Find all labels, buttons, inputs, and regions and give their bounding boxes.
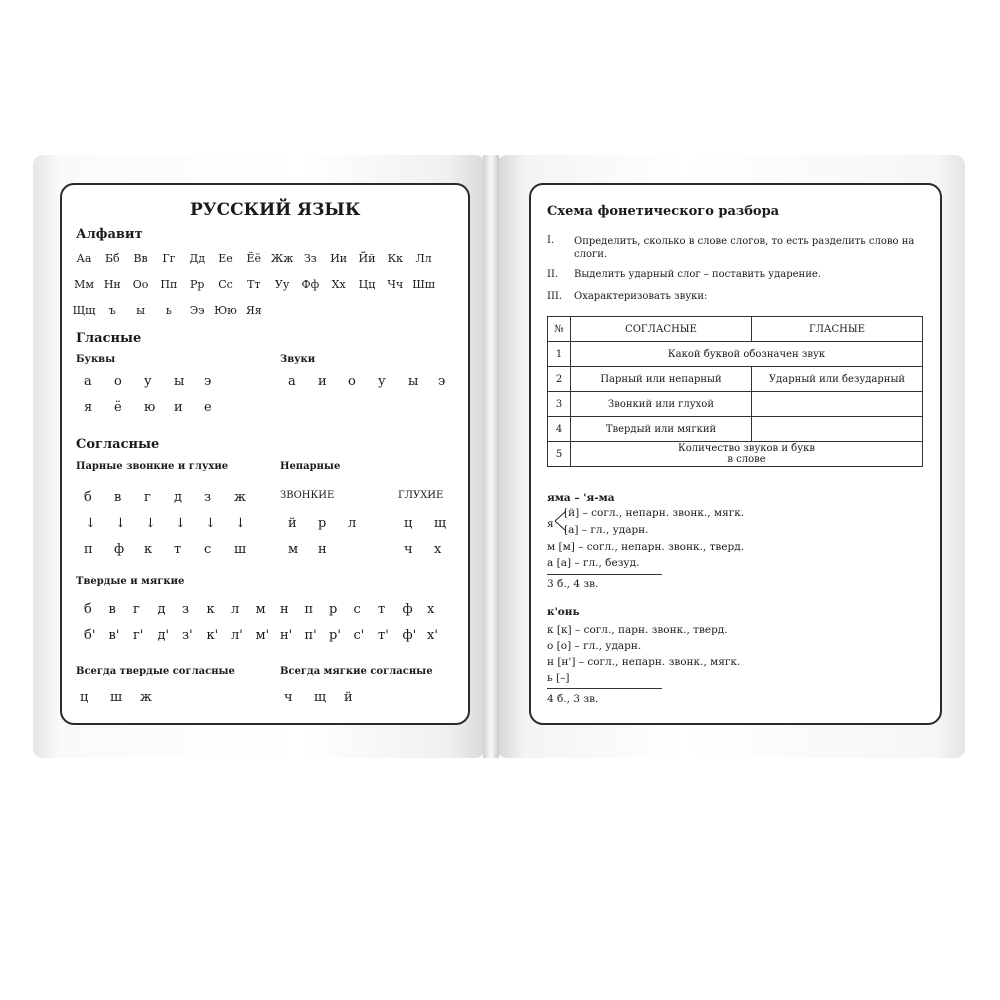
vowel-sound: о	[348, 374, 356, 389]
step-2-text: Выделить ударный слог – поставить ударение.	[574, 269, 821, 280]
alphabet-letter: Аа	[76, 252, 92, 265]
vowel-sound: э	[438, 374, 446, 389]
alphabet-letter: Жж	[270, 252, 294, 265]
hard-consonant: п	[304, 602, 314, 617]
pair-arrow-icon: ↓	[205, 516, 216, 531]
unpaired-voiceless-letter: х	[434, 542, 442, 557]
table-cell: Ударный или безударный	[752, 367, 923, 392]
alphabet-letter: Ии	[330, 252, 348, 265]
always-hard-letter: ж	[140, 690, 152, 705]
alphabet-letter: Пп	[160, 278, 178, 291]
soft-consonant: п'	[304, 628, 317, 643]
always-soft-heading: Всегда мягкие согласные	[280, 666, 433, 677]
vowel-letter: а	[84, 374, 92, 389]
table-cell: №	[548, 317, 571, 342]
soft-consonant: д'	[157, 628, 170, 643]
paired-voiceless-letter: п	[84, 542, 93, 557]
vowel-letter: ы	[174, 374, 185, 389]
table-row	[548, 417, 923, 442]
hard-consonant: к	[206, 602, 215, 617]
voiceless-label: ГЛУХИЕ	[398, 490, 444, 501]
soft-consonant: т'	[378, 628, 389, 643]
always-soft-letter: й	[344, 690, 353, 705]
paired-voiced-letter: ж	[234, 490, 246, 505]
example-1-total: 3 б., 4 зв.	[547, 578, 599, 590]
hard-consonant: в	[108, 602, 116, 617]
table-cell: Твердый или мягкий	[571, 417, 752, 442]
soft-consonant: р'	[329, 628, 341, 643]
alphabet-letter: Зз	[303, 252, 317, 265]
hard-consonant: м	[255, 602, 266, 617]
hard-consonant: н	[280, 602, 289, 617]
table-row	[548, 367, 923, 392]
example-1-word: яма – 'я-ма	[547, 492, 615, 504]
alphabet-letter: Лл	[415, 252, 432, 265]
unpaired-voiceless-letter: щ	[434, 516, 447, 531]
example-1-line-3: а [а] – гл., безуд.	[547, 557, 640, 569]
pair-arrow-icon: ↓	[115, 516, 126, 531]
alphabet-letter: Мм	[74, 278, 94, 291]
table-cell: 2	[548, 367, 571, 392]
unpaired-voiced-letter: м	[288, 542, 299, 557]
vowel-letter: и	[174, 400, 183, 415]
paired-voiced-letter: з	[204, 490, 212, 505]
always-hard-heading: Всегда твердые согласные	[76, 666, 235, 677]
hard-consonant: г	[133, 602, 140, 617]
hard-soft-heading: Твердые и мягкие	[76, 576, 185, 587]
pair-arrow-icon: ↓	[235, 516, 246, 531]
table-cell: Звонкий или глухой	[571, 392, 752, 417]
vowel-letter: у	[144, 374, 152, 389]
unpaired-voiced-letter: н	[318, 542, 327, 557]
vowel-sound: у	[378, 374, 386, 389]
alphabet-letter: Рр	[189, 278, 205, 291]
alphabet-letter: Ее	[218, 252, 233, 265]
table-cell: Парный или непарный	[571, 367, 752, 392]
example-1-line-2: м [м] – согл., непарн. звонк., тверд.	[547, 541, 745, 553]
hard-consonant: р	[329, 602, 338, 617]
soft-consonant: з'	[182, 628, 193, 643]
voiced-label: ЗВОНКИЕ	[280, 490, 335, 501]
paired-voiceless-letter: т	[174, 542, 182, 557]
hard-consonant: л	[231, 602, 240, 617]
paired-voiced-letter: г	[144, 490, 151, 505]
alphabet-letter: ъ	[108, 304, 116, 317]
unpaired-voiceless-letter: ц	[404, 516, 413, 531]
vowel-letter: я	[84, 400, 93, 415]
vowel-letter: е	[204, 400, 212, 415]
example-2-word: к'онь	[547, 606, 580, 618]
example-1-line-1a: [й] – согл., непарн. звонк., мягк.	[564, 507, 745, 519]
alphabet-letter: Юю	[214, 304, 237, 317]
alphabet-letter: Гг	[162, 252, 176, 265]
vowels-heading: Гласные	[76, 331, 142, 346]
table-cell	[571, 442, 923, 467]
paired-heading: Парные звонкие и глухие	[76, 461, 229, 472]
pair-arrow-icon: ↓	[145, 516, 156, 531]
vowel-letter: о	[114, 374, 122, 389]
always-soft-letter: ч	[284, 690, 293, 705]
vowel-sound: а	[288, 374, 296, 389]
unpaired-voiced-letter: л	[348, 516, 357, 531]
table-cell: СОГЛАСНЫЕ	[571, 317, 752, 342]
alphabet-letter: Уу	[274, 278, 290, 291]
vowel-letter: э	[204, 374, 212, 389]
example-2-total: 4 б., 3 зв.	[547, 693, 599, 705]
consonants-heading: Согласные	[76, 437, 160, 452]
alphabet-letter: Цц	[358, 278, 376, 291]
alphabet-letter: Ээ	[189, 304, 205, 317]
table-header-row	[548, 317, 923, 342]
example-2-line-1: к [к] – согл., парн. звонк., тверд.	[547, 624, 728, 636]
paired-voiced-letter: в	[114, 490, 122, 505]
scheme-title: Схема фонетического разбора	[547, 204, 780, 219]
always-hard-letter: ц	[80, 690, 89, 705]
pair-arrow-icon: ↓	[175, 516, 186, 531]
alphabet-letter: Чч	[387, 278, 404, 291]
step-3-text: Охарактеризовать звуки:	[574, 291, 708, 302]
table-cell: 4	[548, 417, 571, 442]
unpaired-voiced-letter: й	[288, 516, 297, 531]
step-3-num: III.	[547, 291, 563, 302]
example-2-line-2: о [о] – гл., ударн.	[547, 640, 642, 652]
soft-consonant: м'	[255, 628, 270, 643]
table-row	[548, 342, 923, 367]
table-cell: 5	[548, 442, 571, 467]
pair-arrow-icon: ↓	[85, 516, 96, 531]
table-cell: ГЛАСНЫЕ	[752, 317, 923, 342]
page-title: РУССКИЙ ЯЗЫК	[190, 200, 361, 220]
hard-consonant: ф	[402, 602, 413, 617]
soft-consonant: н'	[280, 628, 293, 643]
alphabet-letter: Сс	[218, 278, 233, 291]
table-cell: 3	[548, 392, 571, 417]
step-1-text: Определить, сколько в слове слогов, то есть разделить слово на слоги.	[574, 236, 915, 260]
letters-label: Буквы	[76, 354, 116, 365]
vowel-letter: ю	[144, 400, 156, 415]
hard-consonant: б	[84, 602, 92, 617]
step-1-num: I.	[547, 235, 555, 246]
example-2-line-3: н [н'] – согл., непарн. звонк., мягк.	[547, 656, 741, 668]
soft-consonant: б'	[84, 628, 96, 643]
alphabet-letter: Фф	[301, 278, 320, 291]
alphabet-letter: ь	[165, 304, 172, 317]
always-soft-letter: щ	[314, 690, 327, 705]
table-cell: Какой буквой обозначен звук	[571, 342, 923, 367]
vowel-sound: и	[318, 374, 327, 389]
alphabet-letter: Щщ	[72, 304, 96, 317]
alphabet-letter: Кк	[387, 252, 403, 265]
alphabet-letter: Дд	[189, 252, 206, 265]
sounds-label: Звуки	[280, 354, 316, 365]
vowel-letter: ё	[114, 400, 122, 415]
step-2-num: II.	[547, 269, 559, 280]
soft-consonant: г'	[133, 628, 144, 643]
table-cell	[752, 392, 923, 417]
alphabet-letter: Оо	[132, 278, 149, 291]
soft-consonant: ф'	[402, 628, 417, 643]
soft-consonant: с'	[353, 628, 365, 643]
alphabet-letter: Йй	[358, 252, 376, 265]
divider	[547, 688, 662, 689]
example-2-line-4: ь [–]	[547, 672, 570, 684]
table-row	[548, 442, 923, 467]
paired-voiceless-letter: ш	[234, 542, 247, 557]
divider	[547, 574, 662, 575]
alphabet-letter: Нн	[103, 278, 121, 291]
table-cell-text: Количество звуков и букв в слове	[678, 443, 815, 465]
alphabet-letter: Тт	[247, 278, 261, 291]
alphabet-letter: Яя	[245, 304, 262, 317]
alphabet-heading: Алфавит	[76, 227, 143, 242]
hard-consonant: с	[353, 602, 361, 617]
soft-consonant: к'	[206, 628, 219, 643]
unpaired-voiceless-letter: ч	[404, 542, 413, 557]
table-cell	[752, 417, 923, 442]
unpaired-voiced-letter: р	[318, 516, 327, 531]
alphabet-letter: Шш	[412, 278, 435, 291]
phonetic-table	[547, 316, 923, 467]
hard-consonant: з	[182, 602, 190, 617]
paired-voiced-letter: д	[174, 490, 183, 505]
paired-voiceless-letter: с	[204, 542, 212, 557]
hard-consonant: д	[157, 602, 166, 617]
table-cell: 1	[548, 342, 571, 367]
hard-consonant: т	[378, 602, 386, 617]
paired-voiced-letter: б	[84, 490, 92, 505]
unpaired-heading: Непарные	[280, 461, 341, 472]
hard-consonant: х	[427, 602, 435, 617]
example-1-letter-1: я	[547, 518, 554, 530]
soft-consonant: л'	[231, 628, 243, 643]
alphabet-letter: Бб	[104, 252, 120, 265]
alphabet-letter: Ёё	[246, 252, 262, 265]
paired-voiceless-letter: ф	[114, 542, 125, 557]
alphabet-letter: Хх	[331, 278, 346, 291]
alphabet-letter: Вв	[133, 252, 148, 265]
example-1-line-1b: [а] – гл., ударн.	[564, 524, 649, 536]
book-spine	[483, 155, 499, 758]
table-row	[548, 392, 923, 417]
vowel-sound: ы	[408, 374, 419, 389]
always-hard-letter: ш	[110, 690, 123, 705]
soft-consonant: в'	[108, 628, 120, 643]
paired-voiceless-letter: к	[144, 542, 153, 557]
soft-consonant: х'	[427, 628, 438, 643]
alphabet-letter: ы	[136, 304, 145, 317]
